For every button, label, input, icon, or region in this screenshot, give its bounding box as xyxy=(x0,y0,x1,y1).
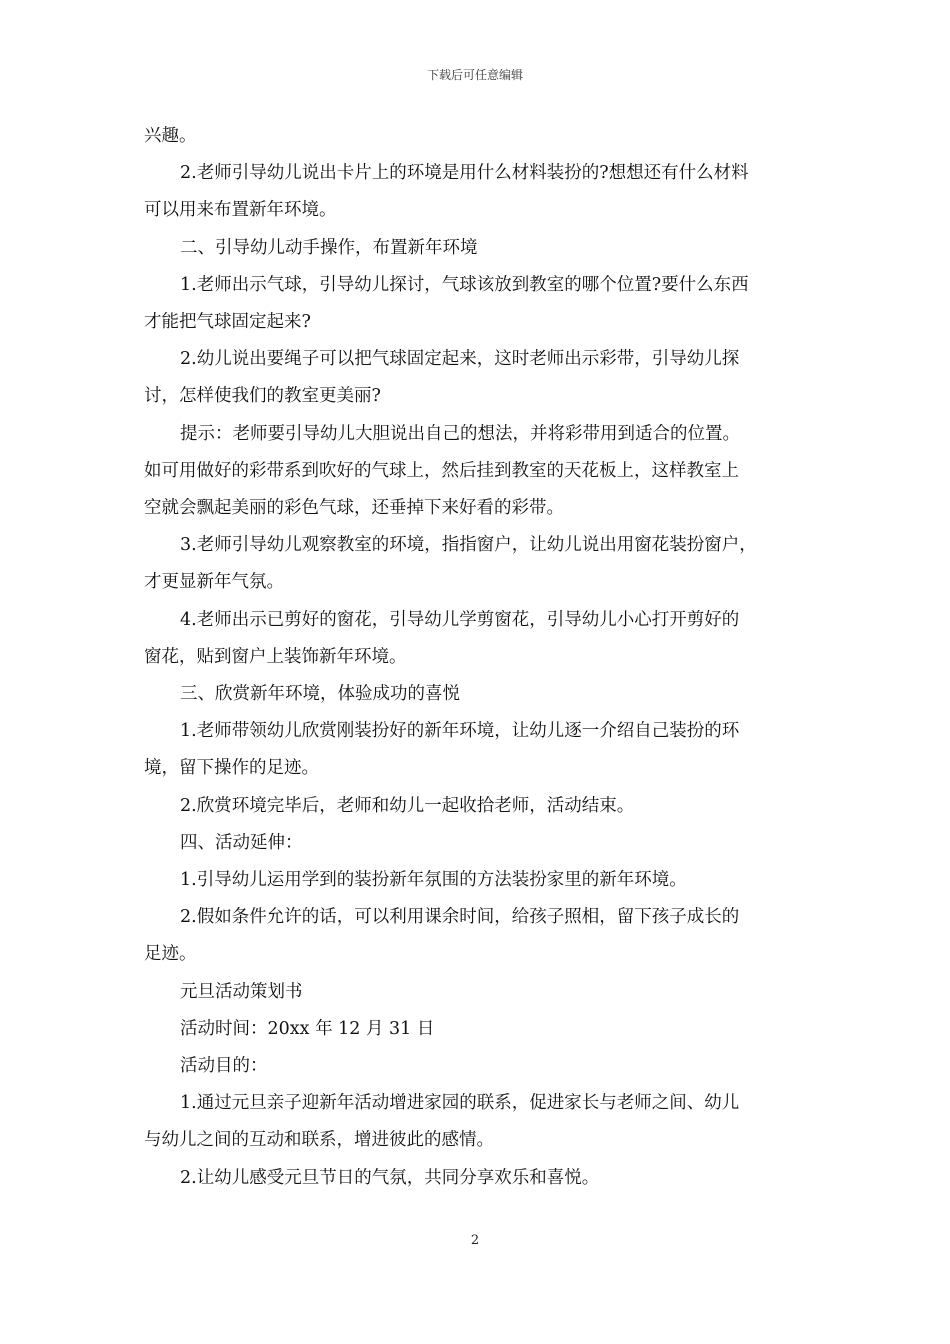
text-line: 2.让幼儿感受元旦节日的气氛，共同分享欢乐和喜悦。 xyxy=(180,1167,600,1188)
document-body xyxy=(144,118,812,1197)
text-line: 二、引导幼儿动手操作，布置新年环境 xyxy=(180,237,478,258)
text-line: 如可用做好的彩带系到吹好的气球上，然后挂到教室的天花板上，这样教室上 xyxy=(144,460,739,481)
text-line: 提示：老师要引导幼儿大胆说出自己的想法，并将彩带用到适合的位置。 xyxy=(180,423,740,444)
text-line: 讨，怎样使我们的教室更美丽? xyxy=(144,386,381,407)
text-line: 四、活动延伸： xyxy=(180,832,303,853)
text-line: 三、欣赏新年环境，体验成功的喜悦 xyxy=(180,684,460,705)
text-line: 活动时间：20xx 年 12 月 31 日 xyxy=(180,1018,435,1039)
page-number: 2 xyxy=(470,1233,480,1248)
page-header: 下载后可任意编辑 xyxy=(426,68,523,82)
text-line: 兴趣。 xyxy=(144,126,197,146)
text-line: 才能把气球固定起来? xyxy=(144,312,311,333)
text-line: 2.假如条件允许的话，可以利用课余时间，给孩子照相，留下孩子成长的 xyxy=(180,907,740,928)
text-line: 才更显新年气氛。 xyxy=(144,572,284,593)
text-line: 活动目的： xyxy=(180,1056,268,1077)
text-line: 空就会飘起美丽的彩色气球，还垂掉下来好看的彩带。 xyxy=(144,498,564,519)
text-line: 1.通过元旦亲子迎新年活动增进家园的联系，促进家长与老师之间、幼儿 xyxy=(180,1093,740,1114)
text-line: 窗花，贴到窗户上装饰新年环境。 xyxy=(144,646,407,667)
text-line: 可以用来布置新年环境。 xyxy=(144,200,337,221)
text-line: 1.引导幼儿运用学到的装扮新年氛围的方法装扮家里的新年环境。 xyxy=(180,870,687,891)
text-line: 1.老师带领幼儿欣赏刚装扮好的新年环境，让幼儿逐一介绍自己装扮的环 xyxy=(180,721,740,742)
text-line: 2.欣赏环境完毕后，老师和幼儿一起收拾老师，活动结束。 xyxy=(180,795,635,816)
text-line: 元旦活动策划书 xyxy=(180,981,303,1002)
text-line: 4.老师出示已剪好的窗花，引导幼儿学剪窗花，引导幼儿小心打开剪好的 xyxy=(180,609,740,630)
text-line: 3.老师引导幼儿观察教室的环境，指指窗户，让幼儿说出用窗花装扮窗户， xyxy=(180,535,757,556)
text-line: 与幼儿之间的互动和联系，增进彼此的感情。 xyxy=(144,1130,494,1151)
text-line: 足迹。 xyxy=(144,944,197,965)
text-line: 境，留下操作的足迹。 xyxy=(144,758,319,779)
text-line: 2.老师引导幼儿说出卡片上的环境是用什么材料装扮的?想想还有什么材料 xyxy=(180,163,749,184)
text-line: 1.老师出示气球，引导幼儿探讨，气球该放到教室的哪个位置?要什么东西 xyxy=(180,274,749,295)
text-line: 2.幼儿说出要绳子可以把气球固定起来，这时老师出示彩带，引导幼儿探 xyxy=(180,349,740,370)
